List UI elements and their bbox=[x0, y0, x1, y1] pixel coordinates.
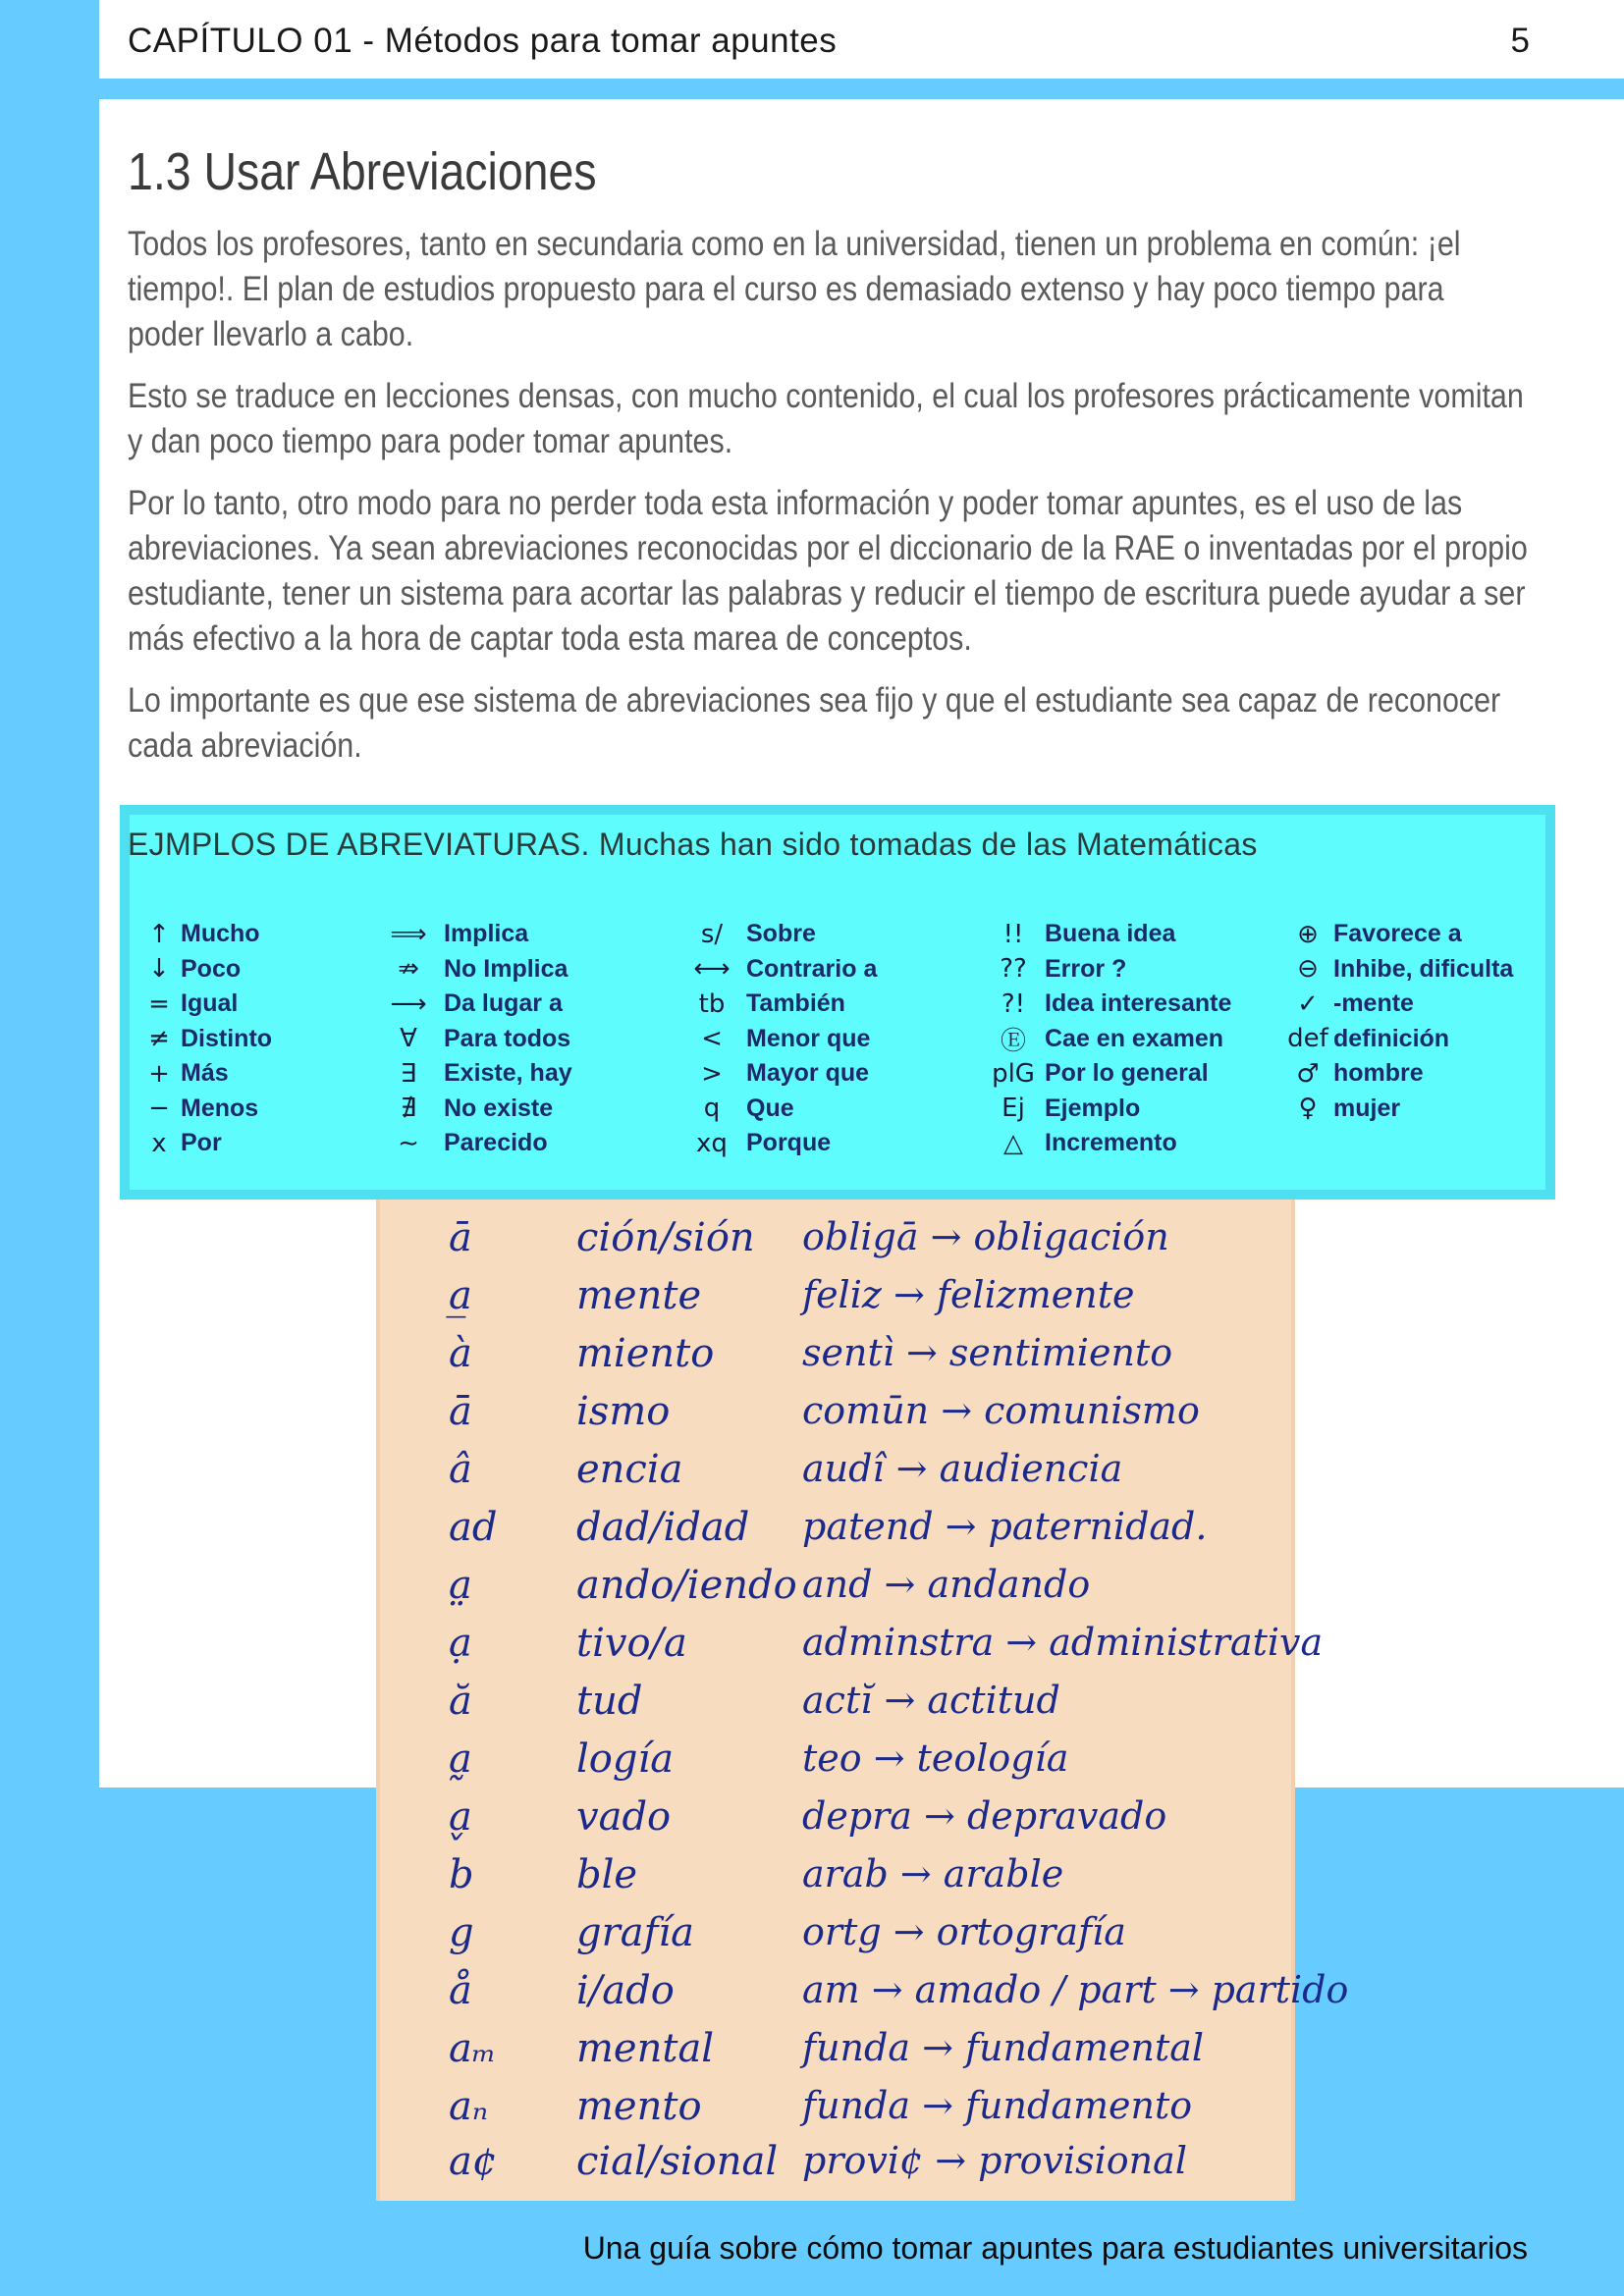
abbreviation-label: Mucho bbox=[181, 920, 260, 948]
handwritten-symbol: ă bbox=[449, 1679, 472, 1724]
handwritten-row bbox=[380, 1736, 1291, 1791]
handwritten-row bbox=[380, 1563, 1291, 1618]
handwritten-suffix: ción/sión bbox=[576, 1215, 755, 1260]
paragraph: Por lo tanto, otro modo para no perder toda esta información y poder tomar apuntes, es el uso de las abreviaciones. Ya sean abreviaciones reconocidas por el diccionario de la RAE o inventadas por el propio estudiante, tener un sistema para acortar las palabras y reducir el tiempo de escritura puede ayudar a ser más efectivo a la hora de captar toda esta marea de conceptos. bbox=[128, 484, 1528, 658]
abbreviation-item bbox=[137, 1056, 272, 1092]
handwritten-suffix: cial/sional bbox=[576, 2139, 779, 2184]
abbreviation-label: Favorece a bbox=[1333, 920, 1462, 948]
abbreviation-symbol: ?! bbox=[1001, 988, 1026, 1019]
handwritten-example: patend → paternidad. bbox=[802, 1505, 1208, 1548]
abbreviation-item bbox=[373, 917, 572, 952]
handwritten-example: funda → fundamento bbox=[802, 2084, 1193, 2127]
handwritten-row bbox=[380, 1794, 1291, 1849]
abbreviation-symbol: ⇏ bbox=[398, 954, 419, 985]
abbreviation-symbol: tb bbox=[698, 988, 726, 1019]
handwritten-symbol: a̤ bbox=[449, 1563, 472, 1608]
handwritten-example: arab → arable bbox=[802, 1852, 1064, 1896]
abbreviations-column bbox=[982, 917, 1231, 1161]
abbreviation-item bbox=[1282, 1022, 1513, 1057]
abbreviation-symbol: − bbox=[148, 1094, 170, 1124]
handwritten-symbol: aₙ bbox=[449, 2084, 489, 2129]
abbreviation-label: Error ? bbox=[1045, 954, 1127, 983]
abbreviation-symbol: ≠ bbox=[148, 1024, 170, 1054]
abbreviation-label: Idea interesante bbox=[1045, 989, 1232, 1018]
handwritten-row bbox=[380, 1679, 1291, 1734]
handwritten-row bbox=[380, 2084, 1291, 2139]
abbreviation-item bbox=[1282, 1056, 1513, 1092]
abbreviation-symbol: > bbox=[701, 1058, 723, 1089]
handwritten-suffix: logía bbox=[576, 1736, 675, 1782]
abbreviation-label: No Implica bbox=[444, 954, 568, 983]
abbreviation-label: Distinto bbox=[181, 1024, 273, 1052]
abbreviation-item bbox=[677, 1126, 877, 1161]
abbreviation-item bbox=[137, 917, 272, 952]
handwritten-symbol: g bbox=[449, 1910, 474, 1955]
footer-text: Una guía sobre cómo tomar apuntes para estudiantes universitarios bbox=[582, 2230, 1528, 2266]
handwritten-suffix: mente bbox=[576, 1273, 702, 1318]
handwritten-row bbox=[380, 1621, 1324, 1676]
handwritten-row bbox=[380, 1447, 1291, 1502]
handwritten-example: actĭ → actitud bbox=[802, 1679, 1060, 1722]
abbreviation-symbol: ∃ bbox=[400, 1058, 417, 1089]
paragraph: Esto se traduce en lecciones densas, con mucho contenido, el cual los profesores prácticamente vomitan y dan poco tiempo para poder tomar apuntes. bbox=[128, 377, 1524, 460]
abbreviation-item bbox=[137, 1022, 272, 1057]
paragraph: Lo importante es que ese sistema de abreviaciones sea fijo y que el estudiante sea capaz de reconocer cada abreviación. bbox=[128, 681, 1501, 765]
handwritten-example: sentì → sentimiento bbox=[802, 1331, 1173, 1374]
handwritten-example: am → amado / part → partido bbox=[802, 1968, 1349, 2011]
handwritten-suffix: i/ado bbox=[576, 1968, 675, 2013]
abbreviation-label: Que bbox=[746, 1094, 794, 1122]
abbreviation-symbol: def bbox=[1287, 1024, 1328, 1054]
abbreviation-symbol: △ bbox=[1003, 1128, 1023, 1158]
handwritten-symbol: ạ bbox=[449, 1621, 472, 1666]
handwritten-symbol: ad bbox=[449, 1505, 498, 1550]
chapter-title: CAPÍTULO 01 - Métodos para tomar apuntes bbox=[128, 22, 838, 60]
handwritten-suffix: miento bbox=[576, 1331, 715, 1376]
abbreviation-label: -mente bbox=[1333, 989, 1414, 1018]
abbreviation-symbol: Ej bbox=[1001, 1094, 1025, 1124]
handwritten-row bbox=[380, 1331, 1291, 1386]
handwritten-row bbox=[380, 2026, 1291, 2081]
abbreviation-label: Contrario a bbox=[746, 954, 878, 983]
abbreviation-symbol: ⟷ bbox=[693, 954, 731, 985]
abbreviation-symbol: ♀ bbox=[1298, 1094, 1318, 1124]
handwritten-example: feliz → felizmente bbox=[802, 1273, 1135, 1316]
abbreviation-label: No existe bbox=[444, 1094, 554, 1122]
handwritten-symbol: ā bbox=[449, 1215, 472, 1260]
handwritten-row bbox=[380, 1910, 1291, 1965]
abbreviation-item bbox=[137, 987, 272, 1022]
handwritten-symbol: å bbox=[449, 1968, 472, 2013]
abbreviation-item bbox=[137, 1092, 272, 1127]
handwritten-example: teo → teología bbox=[802, 1736, 1069, 1780]
abbreviation-item bbox=[137, 952, 272, 988]
abbreviation-label: Implica bbox=[444, 920, 529, 948]
abbreviation-symbol: ♂ bbox=[1296, 1058, 1320, 1089]
abbreviation-item bbox=[1282, 952, 1513, 988]
abbreviation-label: Poco bbox=[181, 954, 242, 983]
handwritten-abbreviations-image bbox=[376, 1200, 1349, 2201]
abbreviation-item bbox=[1282, 987, 1513, 1022]
handwritten-example: depra → depravado bbox=[802, 1794, 1167, 1838]
handwritten-example: and → andando bbox=[802, 1563, 1091, 1606]
page-number: 5 bbox=[1510, 22, 1530, 60]
abbreviation-item bbox=[982, 1022, 1231, 1057]
handwritten-symbol: b bbox=[449, 1852, 474, 1897]
abbreviation-symbol: ✓ bbox=[1297, 988, 1319, 1019]
abbreviation-item bbox=[677, 952, 877, 988]
handwritten-symbol: aₘ bbox=[449, 2026, 497, 2071]
abbreviation-symbol: ⟹ bbox=[390, 919, 427, 949]
handwritten-symbol: a̬ bbox=[449, 1794, 472, 1840]
abbreviation-label: Da lugar a bbox=[444, 989, 563, 1018]
abbreviation-item bbox=[373, 987, 572, 1022]
abbreviations-column bbox=[1282, 917, 1513, 1126]
handwritten-symbol: a̲ bbox=[449, 1273, 472, 1318]
abbreviation-item bbox=[137, 1126, 272, 1161]
handwritten-row bbox=[380, 1505, 1291, 1560]
abbreviation-label: Por bbox=[181, 1129, 222, 1157]
abbreviation-item bbox=[982, 1092, 1231, 1127]
abbreviation-symbol: < bbox=[701, 1024, 723, 1054]
abbreviation-item bbox=[677, 1092, 877, 1127]
abbreviation-label: Mayor que bbox=[746, 1059, 870, 1088]
abbreviation-label: definición bbox=[1333, 1024, 1450, 1052]
abbreviation-item bbox=[982, 987, 1231, 1022]
abbreviation-symbol: ↑ bbox=[148, 919, 170, 949]
abbreviation-label: Buena idea bbox=[1045, 920, 1176, 948]
handwritten-row bbox=[380, 1852, 1291, 1907]
abbreviation-item bbox=[373, 1126, 572, 1161]
abbreviation-label: Ejemplo bbox=[1045, 1094, 1141, 1122]
abbreviation-label: Porque bbox=[746, 1129, 832, 1157]
abbreviations-column bbox=[677, 917, 877, 1161]
abbreviation-item bbox=[677, 987, 877, 1022]
body-text bbox=[128, 222, 1529, 785]
abbreviation-symbol: = bbox=[148, 988, 170, 1019]
abbreviation-item bbox=[982, 1126, 1231, 1161]
abbreviation-symbol: + bbox=[148, 1058, 170, 1089]
abbreviation-symbol: ∄ bbox=[400, 1094, 417, 1124]
handwritten-suffix: tud bbox=[576, 1679, 643, 1724]
abbreviation-label: Existe, hay bbox=[444, 1059, 572, 1088]
handwritten-suffix: ble bbox=[576, 1852, 638, 1897]
abbreviation-label: hombre bbox=[1333, 1059, 1424, 1088]
abbreviation-symbol: !! bbox=[1002, 919, 1024, 949]
abbreviation-symbol: ∼ bbox=[398, 1128, 419, 1158]
abbreviation-symbol: x bbox=[151, 1128, 167, 1158]
handwritten-symbol: a¢ bbox=[449, 2139, 498, 2184]
abbreviations-column bbox=[373, 917, 572, 1161]
abbreviation-label: Parecido bbox=[444, 1129, 548, 1157]
abbreviation-label: También bbox=[746, 989, 845, 1018]
abbreviations-title: EJMPLOS DE ABREVIATURAS. Muchas han sido tomadas de las Matemáticas bbox=[128, 827, 1258, 862]
abbreviation-symbol: ⊕ bbox=[1297, 919, 1319, 949]
abbreviation-item bbox=[1282, 917, 1513, 952]
handwritten-row bbox=[380, 1968, 1349, 2023]
handwritten-row bbox=[380, 1389, 1291, 1444]
abbreviation-symbol: ?? bbox=[1000, 954, 1027, 985]
abbreviation-symbol: ⟶ bbox=[390, 988, 427, 1019]
paragraph: Todos los profesores, tanto en secundaria como en la universidad, tienen un problema en común: ¡el tiempo!. El plan de estudios propuesto para el curso es demasiado extenso y hay poco tiempo para poder llevarlo a cabo. bbox=[128, 225, 1461, 353]
handwritten-suffix: vado bbox=[576, 1794, 672, 1840]
abbreviation-item bbox=[373, 1092, 572, 1127]
abbreviation-item bbox=[982, 952, 1231, 988]
handwritten-suffix: ando/iendo bbox=[576, 1563, 797, 1608]
abbreviation-item bbox=[982, 917, 1231, 952]
abbreviation-symbol: xq bbox=[696, 1128, 728, 1158]
abbreviation-symbol: ∀ bbox=[400, 1024, 417, 1054]
handwritten-suffix: encia bbox=[576, 1447, 683, 1492]
handwritten-symbol: à bbox=[449, 1331, 472, 1376]
handwritten-symbol: a̰ bbox=[449, 1736, 472, 1782]
handwritten-suffix: grafía bbox=[576, 1910, 695, 1955]
abbreviation-item bbox=[677, 1056, 877, 1092]
abbreviation-symbol: s/ bbox=[700, 919, 724, 949]
abbreviation-label: Inhibe, dificulta bbox=[1333, 954, 1514, 983]
abbreviation-item bbox=[677, 917, 877, 952]
handwritten-suffix: mental bbox=[576, 2026, 715, 2071]
handwritten-suffix: dad/idad bbox=[576, 1505, 750, 1550]
abbreviation-symbol: Ⓔ bbox=[1000, 1026, 1026, 1056]
section-heading: 1.3 Usar Abreviaciones bbox=[128, 142, 597, 201]
abbreviation-item bbox=[1282, 1092, 1513, 1127]
abbreviation-symbol: ↓ bbox=[148, 954, 170, 985]
handwritten-row bbox=[380, 1273, 1291, 1328]
handwritten-example: ortg → ortografía bbox=[802, 1910, 1126, 1953]
abbreviation-label: Por lo general bbox=[1045, 1059, 1209, 1088]
handwritten-example: audî → audiencia bbox=[802, 1447, 1123, 1490]
abbreviations-column bbox=[137, 917, 272, 1161]
abbreviation-label: Menor que bbox=[746, 1024, 871, 1052]
handwritten-symbol: â bbox=[449, 1447, 472, 1492]
abbreviation-item bbox=[373, 952, 572, 988]
handwritten-row bbox=[380, 1215, 1291, 1270]
abbreviation-label: Igual bbox=[181, 989, 239, 1018]
handwritten-example: funda → fundamental bbox=[802, 2026, 1205, 2069]
handwritten-example: obligā → obligación bbox=[802, 1215, 1169, 1258]
handwritten-example: provi¢ → provisional bbox=[802, 2139, 1187, 2182]
abbreviation-item bbox=[373, 1022, 572, 1057]
handwritten-symbol: ā̄ bbox=[449, 1389, 472, 1434]
handwritten-row bbox=[380, 2139, 1291, 2194]
abbreviation-symbol: q bbox=[703, 1094, 721, 1124]
abbreviation-label: Incremento bbox=[1045, 1129, 1177, 1157]
abbreviation-label: Para todos bbox=[444, 1024, 571, 1052]
handwritten-example: adminstra → administrativa bbox=[802, 1621, 1324, 1664]
abbreviation-item bbox=[982, 1056, 1231, 1092]
abbreviation-item bbox=[677, 1022, 877, 1057]
handwritten-suffix: tivo/a bbox=[576, 1621, 687, 1666]
abbreviation-label: Más bbox=[181, 1059, 229, 1088]
handwritten-suffix: mento bbox=[576, 2084, 702, 2129]
abbreviation-symbol: plG bbox=[992, 1058, 1035, 1089]
handwritten-suffix: ismo bbox=[576, 1389, 671, 1434]
abbreviation-label: Cae en examen bbox=[1045, 1024, 1224, 1052]
abbreviation-label: Menos bbox=[181, 1094, 259, 1122]
abbreviation-symbol: ⊖ bbox=[1297, 954, 1319, 985]
abbreviation-item bbox=[373, 1056, 572, 1092]
handwritten-example: comūn → comunismo bbox=[802, 1389, 1200, 1432]
abbreviation-label: Sobre bbox=[746, 920, 816, 948]
abbreviation-label: mujer bbox=[1333, 1094, 1401, 1122]
